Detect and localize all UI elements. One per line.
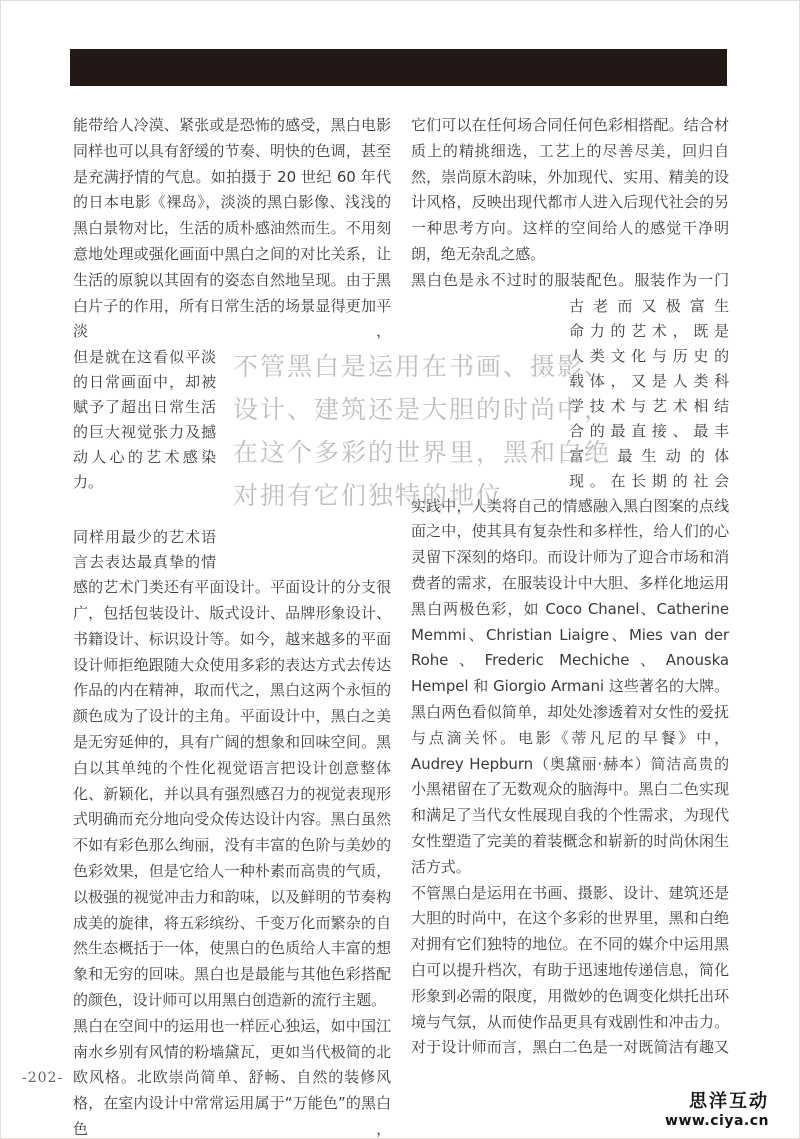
- text-line: 赋予了超出日常生活: [73, 398, 216, 417]
- pull-quote: [233, 345, 673, 517]
- text-line: 动人心的艺术感染力。: [73, 448, 216, 492]
- right-paragraph-material: 它们可以在任何场合同任何色彩相搭配。结合材质上的精挑细选，工艺上的尽善尽美，回归自然，崇尚原木韵味，外加现代、实用、精美的设计风格，反映出现代都市人进入后现代社会的另一种思考方向。这样的空间给人的感觉干净明朗，绝无杂乱之感。: [411, 116, 729, 263]
- text-line: 言去表达最真挚的情: [73, 553, 216, 572]
- watermark: [665, 1087, 769, 1129]
- pull-quote-line: 设计、建筑还是大胆的时尚中，: [233, 395, 612, 424]
- text-line: 现。在长期的社会: [569, 471, 729, 490]
- text-line: 的巨大视觉张力及撼: [73, 423, 216, 442]
- text-line: 同样用最少的艺术语: [73, 528, 216, 547]
- left-paragraph-film: 能带给人冷漠、紧张或是恐怖的感受，黑白电影同样也可以具有舒缓的节奏、明快的色调，甚至是充满抒情的气息。如拍摄于 20 世纪 60 年代的日本电影《裸岛》，淡淡的黑白影像、浅浅的黑白景物对比，生活的质朴感油然而生。不用刻意地处理或强化画面中黑白之间的对比关系，让生活的原貌以其固有的姿态自然地呈现。由于黑白片子的作用，所有日常生活的场景显得更加平淡，: [73, 116, 391, 341]
- left-narrow-text-block: [73, 345, 216, 575]
- header-black-bar: [70, 49, 727, 86]
- text-line: 富、最生动的体: [569, 446, 729, 465]
- right-paragraph-conclusion: 不管黑白是运用在书画、摄影、设计、建筑还是大胆的时尚中，在这个多彩的世界里，黑和白绝对拥有它们独特的地位。在不同的媒介中运用黑白可以提升档次，有助于迅速地传递信息，简化形象到必需的限度，用微妙的色调变化烘托出环境与气氛，从而使作品更具有戏剧性和冲击力。对于设计师而言，黑白二色是一对既简洁有趣又: [411, 883, 729, 1057]
- right-paragraph-fashion-lead: 黑白色是永不过时的服装配色。服装作为一门: [411, 270, 729, 289]
- text-line: 人类文化与历史的: [569, 346, 729, 365]
- watermark-site-url: www.ciya.cn: [665, 1113, 769, 1129]
- left-paragraph-graphic-design: 感的艺术门类还有平面设计。平面设计的分支很广，包括包装设计、版式设计、品牌形象设计、书籍设计、标识设计等。如今，越来越多的平面设计师拒绝跟随大众使用多彩的表达方式去传达作品的内在精神，取而代之，黑白这两个永恒的颜色成为了设计的主角。平面设计中，黑白之美是无穷延伸的，具有广阔的想象和回味空间。黑白以其单纯的个性化视觉语言把设计创意整体化、新颖化，并以具有强烈感召力的视觉表现形式明确而充分地向受众传达设计内容。黑白虽然不如有彩色那么绚丽，没有丰富的色阶与美妙的色彩效果，但是它给人一种朴素而高贵的气质，以极强的视觉冲击力和韵味，以及鲜明的节奏构成美的旋律，将五彩缤纷、千变万化而繁杂的自然生态概括于一体，使黑白的色质给人丰富的想象和无穷的回味。黑白也是最能与其他色彩搭配的颜色，设计师可以用黑白创造新的流行主题。: [73, 578, 391, 1009]
- pull-quote-line: 对拥有它们独特的地位。: [233, 481, 531, 510]
- watermark-site-name: 思洋互动: [689, 1091, 769, 1112]
- left-paragraph-space-design: 黑白在空间中的运用也一样匠心独运，如中国江南水乡别有风情的粉墙黛瓦，更如当代极简的北欧风格。北欧崇尚简单、舒畅、自然的装修风格，在室内设计中常常运用属于“万能色”的黑白色，: [73, 1016, 391, 1138]
- left-column: [73, 113, 391, 1139]
- text-line: 命力的艺术，既是: [569, 321, 729, 340]
- text-line: 古老而又极富生: [569, 296, 729, 315]
- pull-quote-line: 不管黑白是运用在书画、摄影、: [233, 352, 612, 381]
- text-line: 但是就在这看似平淡: [73, 348, 216, 367]
- text-line: 合的最直接、最丰: [569, 421, 729, 440]
- right-paragraph-brands: 实践中，人类将自己的情感融入黑白图案的点线面之中，使其具有复杂性和多样性，给人们的心灵留下深刻的烙印。而设计师为了迎合市场和消费者的需求，在服装设计中大胆、多样化地运用黑白两极色彩，如 Coco Chanel、Catherine Memmi、Christian Liaigre、Mies van der Rohe、Frederic Mechiche、Anouska Hempel 和 Giorgio Armani 这些著名的大牌。黑白两色看似简单，却处处渗透着对女性的爱抚与点滴关怀。电影《蒂凡尼的早餐》中，Audrey Hepburn（奥黛丽·赫本）简洁高贵的小黑裙留在了无数观众的脑海中。黑白二色实现和满足了当代女性展现自我的个性需求，为现代女性塑造了完美的着装概念和崭新的时尚休闲生活方式。: [411, 496, 729, 876]
- text-line: 载体，又是人类科: [569, 371, 729, 390]
- page-number: -202-: [22, 1070, 64, 1086]
- right-column: [411, 113, 729, 1061]
- text-line: 的日常画面中，却被: [73, 373, 216, 392]
- pull-quote-line: 在这个多彩的世界里，黑和白绝: [233, 438, 612, 467]
- paragraph-gap: [73, 495, 216, 525]
- text-line: 学技术与艺术相结: [569, 396, 729, 415]
